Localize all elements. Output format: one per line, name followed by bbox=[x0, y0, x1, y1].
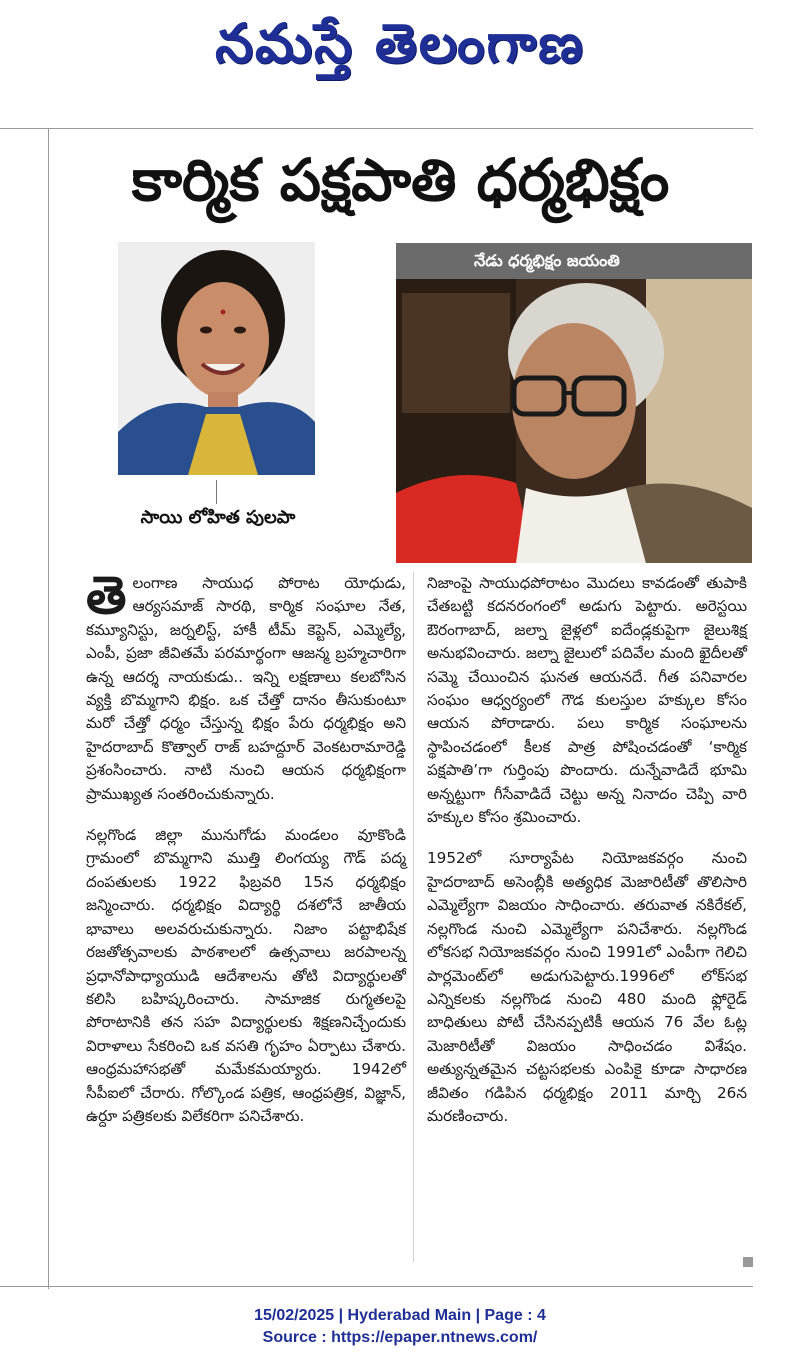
author-photo bbox=[118, 242, 315, 475]
dharmabhiksham-photo bbox=[396, 243, 752, 563]
article-column-right bbox=[427, 572, 747, 1146]
page-footer bbox=[0, 1305, 800, 1349]
end-of-article-square-icon bbox=[743, 1257, 753, 1267]
column-divider bbox=[413, 572, 414, 1262]
drop-cap: తె bbox=[86, 566, 127, 626]
paragraph-text: లంగాణ సాయుధ పోరాట యోధుడు, ఆర్యసమాజ్ సారథి, కార్మిక సంఘాల నేత, కమ్యూనిస్టు, జర్నలిస్ట్, హాకీ టీమ్ కెప్టెన్, ఎమ్మెల్యే, ఎంపీ, ప్రజా జీవితమే పరమార్థంగా ఆజన్మ బ్రహ్మచారిగా ఉన్న ఆదర్శ నాయకుడు.. ఇన్ని లక్షణాలు కలబోసిన వ్యక్తి బొమ్మగాని భిక్షం. ఒక చేత్తో దానం తీసుకుంటూ మరో చేత్తో ధర్మం చేస్తున్న భిక్షం పేరు ధర్మభిక్షం అని హైదరాబాద్ కొత్వాల్ రాజ్ బహద్దూర్ వెంకటరామారెడ్డి ప్రశంసించారు. నాటి నుంచి ఆయన ధర్మభిక్షంగా ప్రాముఖ్యత సంతరించుకున్నారు. bbox=[86, 574, 406, 803]
bottom-rule bbox=[0, 1286, 753, 1287]
article-headline: కార్మిక పక్షపాతి ధర్మభిక్షం bbox=[131, 146, 670, 214]
masthead bbox=[0, 0, 800, 100]
masthead-logo: నమస్తే తెలంగాణ bbox=[215, 11, 585, 75]
paragraph bbox=[86, 566, 406, 806]
left-margin-rule bbox=[0, 128, 49, 1289]
jayanthi-tag: నేడు ధర్మభిక్షం జయంతి bbox=[396, 243, 752, 279]
caption-connector bbox=[216, 480, 217, 504]
article-column-left bbox=[86, 566, 406, 1146]
paragraph: 1952లో సూర్యాపేట నియోజకవర్గం నుంచి హైదరాబాద్ అసెంబ్లీకి అత్యధిక మెజారిటీతో తొలిసారి ఎమ్మెల్యేగా విజయం సాధించారు. తరువాత నకిరేకల్, నల్లగొండ నుంచి ఎమ్మెల్యేగా పనిచేశారు. నల్లగొండ లోకసభ నియోజకవర్గం నుంచి 1991లో ఎంపీగా గెలిచి పార్లమెంట్‌లో అడుగుపెట్టారు.1996లో లోక్‌సభ ఎన్నికలకు నల్లగొండ నుంచి 480 మంది ఫ్లోరైడ్ బాధితులు పోటీ చేసినప్పటికీ ఆయన 76 వేల ఓట్ల మెజారిటీతో విజయం సాధించడం విశేషం. అత్యున్నతమైన చట్టసభలకు ఎంపికై కూడా సాధారణ జీవితం గడిపిన ధర్మభిక్షం 2011 మార్చి 26న మరణించారు. bbox=[427, 849, 747, 1125]
author-byline: సాయి లోహిత పులపా bbox=[140, 507, 296, 528]
paragraph: నిజాంపై సాయుధపోరాటం మొదలు కావడంతో తుపాకి చేతబట్టి కదనరంగంలో అడుగు పెట్టారు. అరెస్టయి ఔరంగాబాద్, జల్నా జైళ్లలో ఐదేండ్లకుపైగా జైలుశిక్ష అనుభవించారు. జల్నా జైలులో పదివేల మంది ఖైదీలతో సమ్మె చేయించిన ఘనత ఆయనదే. గీత పనివారల సంఘం ఆధ్వర్యంలో గౌడ కులస్తుల హక్కుల కోసం ఆయన పోరాడారు. పలు కార్మిక సంఘాలను స్థాపించడంలో కీలక పాత్ర పోషించడంతో ‘కార్మిక పక్షపాతి’గా గుర్తింపు పొందారు. దున్నేవాడిదే భూమి అన్నట్టుగా గీసేవాడిదే చెట్టు అన్న నినాదం చెప్పి వారి హక్కుల కోసం శ్రమించారు. bbox=[427, 574, 747, 827]
edition-info: 15/02/2025 | Hyderabad Main | Page : 4 bbox=[254, 1307, 546, 1324]
source-link[interactable]: Source : https://epaper.ntnews.com/ bbox=[262, 1329, 538, 1346]
paragraph: నల్లగొండ జిల్లా మునుగోడు మండలం వూకొండి గ్రామంలో బొమ్మగాని ముత్తి లింగయ్య గౌడ్ పద్మ దంపతులకు 1922 ఫిబ్రవరి 15న ధర్మభిక్షం జన్మించారు. ధర్మభిక్షం విద్యార్థి దశలోనే జాతీయ భావాలు అలవరుచుకున్నారు. నిజాం పట్టాభిషేక రజతోత్సవాలకు పాఠశాలలో ఉత్సవాలు జరపాలన్న ప్రధానోపాధ్యాయుడి ఆదేశాలను తోటి విద్యార్థులతో కలిసి బహిష్కరించారు. సామాజిక రుగ్మతలపై పోరాటానికి తన సహ విద్యార్థులకు శిక్షణనిచ్చేందుకు విరాళాలు సేకరించి ఒక వసతి గృహం ఏర్పాటు చేశారు. ఆంధ్రమహాసభతో మమేకమయ్యారు. 1942లో సీపీఐలో చేరారు. గోల్కొండ పత్రిక, ఆంధ్రపత్రిక, విజ్ఞాన్, ఉర్దూ పత్రికలకు విలేకరిగా పనిచేశారు. bbox=[86, 826, 406, 1125]
